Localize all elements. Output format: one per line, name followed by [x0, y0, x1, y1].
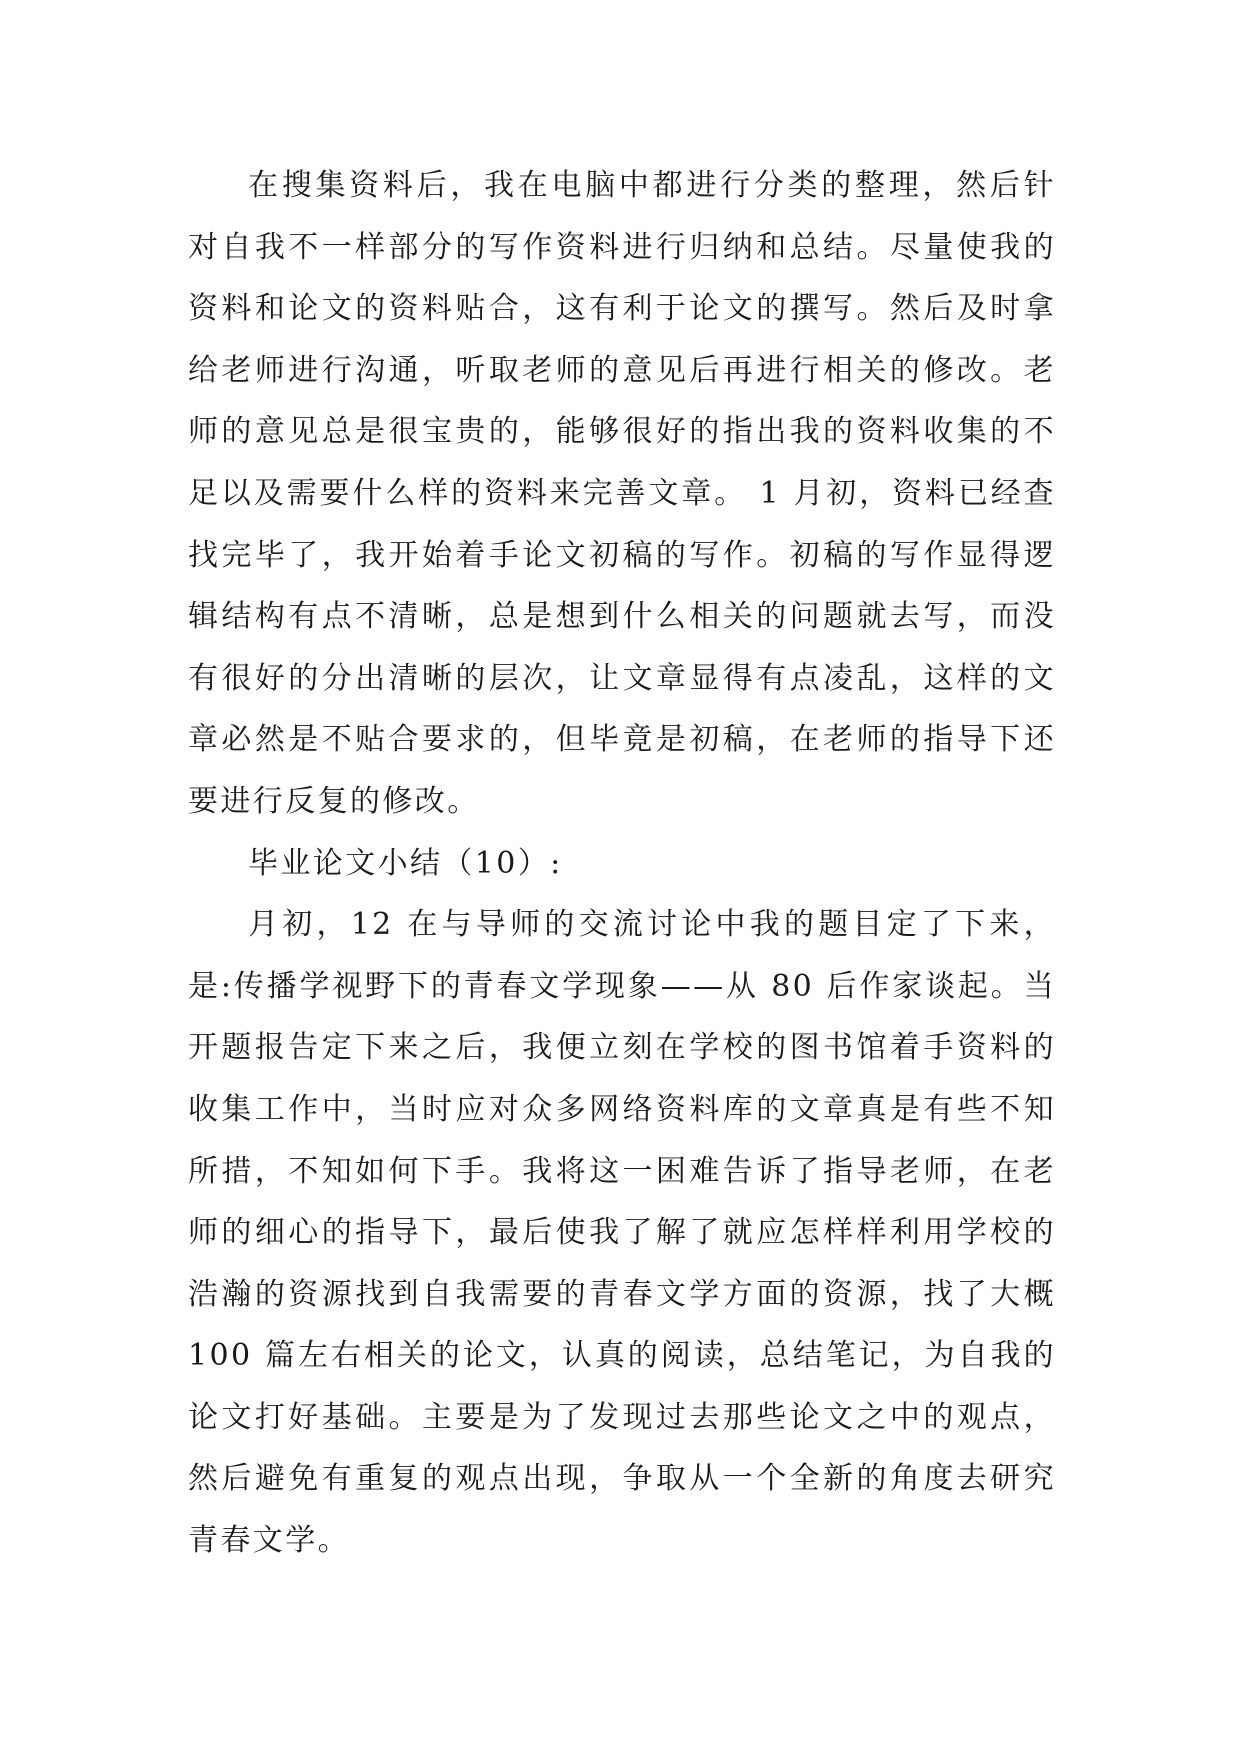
paragraph-sorting-materials: 在搜集资料后，我在电脑中都进行分类的整理，然后针对自我不一样部分的写作资料进行归纳和总结。尽量使我的资料和论文的资料贴合，这有利于论文的撰写。然后及时拿给老师进行沟通，听取老师的意见后再进行相关的修改。老师的意见总是很宝贵的，能够很好的指出我的资料收集的不足以及需要什么样的资料来完善文章。 1 月初，资料已经查找完毕了，我开始着手论文初稿的写作。初稿的写作显得逻辑结构有点不清晰，总是想到什么相关的问题就去写，而没有很好的分出清晰的层次，让文章显得有点凌乱，这样的文章必然是不贴合要求的，但毕竟是初稿，在老师的指导下还要进行反复的修改。	[188, 168, 1056, 819]
paragraph-topic-research: 月初，12 在与导师的交流讨论中我的题目定了下来，是:传播学视野下的青春文学现象——从 80 后作家谈起。当开题报告定下来之后，我便立刻在学校的图书馆着手资料的收集工作中，当时应对众多网络资料库的文章真是有些不知所措，不知如何下手。我将这一困难告诉了指导老师，在老师的细心的指导下，最后使我了解了就应怎样样利用学校的浩瀚的资源找到自我需要的青春文学方面的资源，找了大概 100 篇左右相关的论文，认真的阅读，总结笔记，为自我的论文打好基础。主要是为了发现过去那些论文之中的观点，然后避免有重复的观点出现，争取从一个全新的角度去研究青春文学。	[188, 907, 1056, 1559]
body-text	[188, 155, 1056, 1572]
section-heading-summary-10: 毕业论文小结（10）:	[248, 845, 563, 881]
